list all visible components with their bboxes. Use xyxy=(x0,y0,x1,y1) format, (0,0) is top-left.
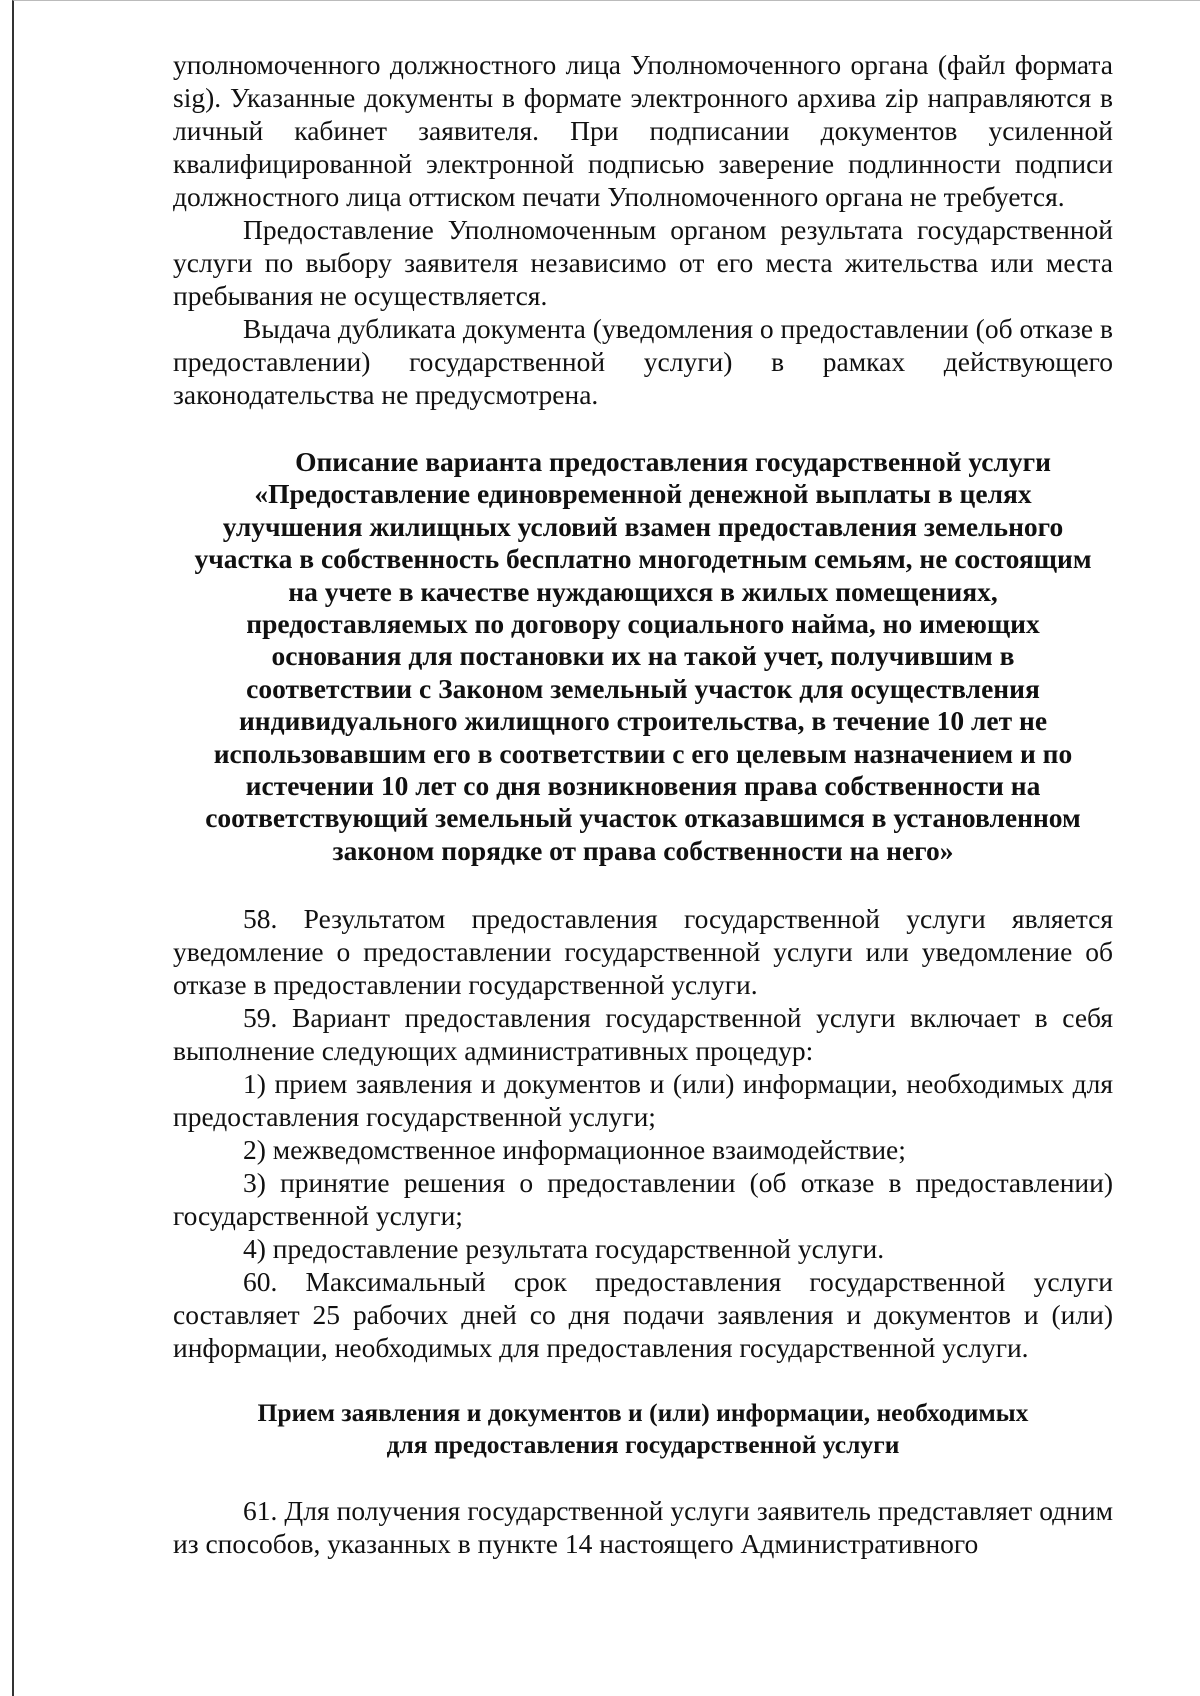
heading-line: «Предоставление единовременной денежной выплаты в целях xyxy=(254,478,1032,510)
heading-line: соответствующий земельный участок отказавшимся в установленном xyxy=(205,802,1081,834)
heading-line: соответствии с Законом земельный участок для осуществления xyxy=(246,672,1040,704)
document-page xyxy=(173,48,1113,1560)
heading-line: основания для постановки их на такой учет, получившим в xyxy=(271,640,1015,672)
heading-line: на учете в качестве нуждающихся в жилых помещениях, xyxy=(288,575,998,607)
bottom-section xyxy=(173,1494,1113,1560)
heading-line: улучшения жилищных условий взамен предоставления земельного xyxy=(222,510,1064,542)
middle-section xyxy=(173,902,1113,1364)
paragraph-59: 59. Вариант предоставления государственной услуги включает в себя выполнение следующих административных процедур: xyxy=(173,1002,1113,1067)
heading-line: законом порядке от права собственности на него» xyxy=(332,834,954,866)
paragraph: Предоставление Уполномоченным органом результата государственной услуги по выбору заявителя независимо от его места жительства или места пребывания не осуществляется. xyxy=(173,214,1113,311)
list-item: 4) предоставление результата государственной услуги. xyxy=(243,1233,885,1265)
paragraph: Выдача дубликата документа (уведомления о предоставлении (об отказе в предоставлении) государственной услуги) в рамках действующего законодательства не предусмотрена. xyxy=(173,313,1113,410)
list-item: 1) прием заявления и документов и (или) информации, необходимых для предоставления государственной услуги; xyxy=(173,1068,1113,1133)
paragraph-60: 60. Максимальный срок предоставления государственной услуги составляет 25 рабочих дней со дня подачи заявления и документов и (или) информации, необходимых для предоставления государственной услуги. xyxy=(173,1266,1113,1364)
list-item: 2) межведомственное информационное взаимодействие; xyxy=(243,1134,906,1166)
heading-line: Прием заявления и документов и (или) информации, необходимых xyxy=(257,1398,1029,1428)
paragraph: уполномоченного должностного лица Уполномоченного органа (файл формата sig). Указанные документы в формате электронного архива zip направляются в личный кабинет заявителя. При подписании документов усиленной квалифицированной электронной подписью заверение подлинности подписи должностного лица оттиском печати Уполномоченного органа не требуется. xyxy=(173,49,1113,212)
heading-line: участка в собственность бесплатно многодетным семьям, не состоящим xyxy=(194,543,1092,575)
top-section xyxy=(173,48,1113,411)
heading-line: Описание варианта предоставления государственной услуги xyxy=(295,446,1051,477)
section-heading-variant xyxy=(173,446,1113,867)
section-heading-reception xyxy=(173,1397,1113,1461)
list-item: 3) принятие решения о предоставлении (об отказе в предоставлении) государственной услуги; xyxy=(173,1167,1113,1232)
heading-line: использовавшим его в соответствии с его целевым назначением и по xyxy=(213,737,1073,769)
heading-line: индивидуального жилищного строительства, в течение 10 лет не xyxy=(238,705,1048,737)
paragraph-61: 61. Для получения государственной услуги заявитель представляет одним из способов, указанных в пункте 14 настоящего Административного xyxy=(173,1495,1113,1560)
heading-line: для предоставления государственной услуги xyxy=(386,1430,900,1460)
paragraph-58: 58. Результатом предоставления государственной услуги является уведомление о предоставлении государственной услуги или уведомление об отказе в предоставлении государственной услуги. xyxy=(173,903,1113,1001)
heading-line: предоставляемых по договору социального найма, но имеющих xyxy=(246,608,1040,640)
heading-line: истечении 10 лет со дня возникновения права собственности на xyxy=(245,770,1041,802)
